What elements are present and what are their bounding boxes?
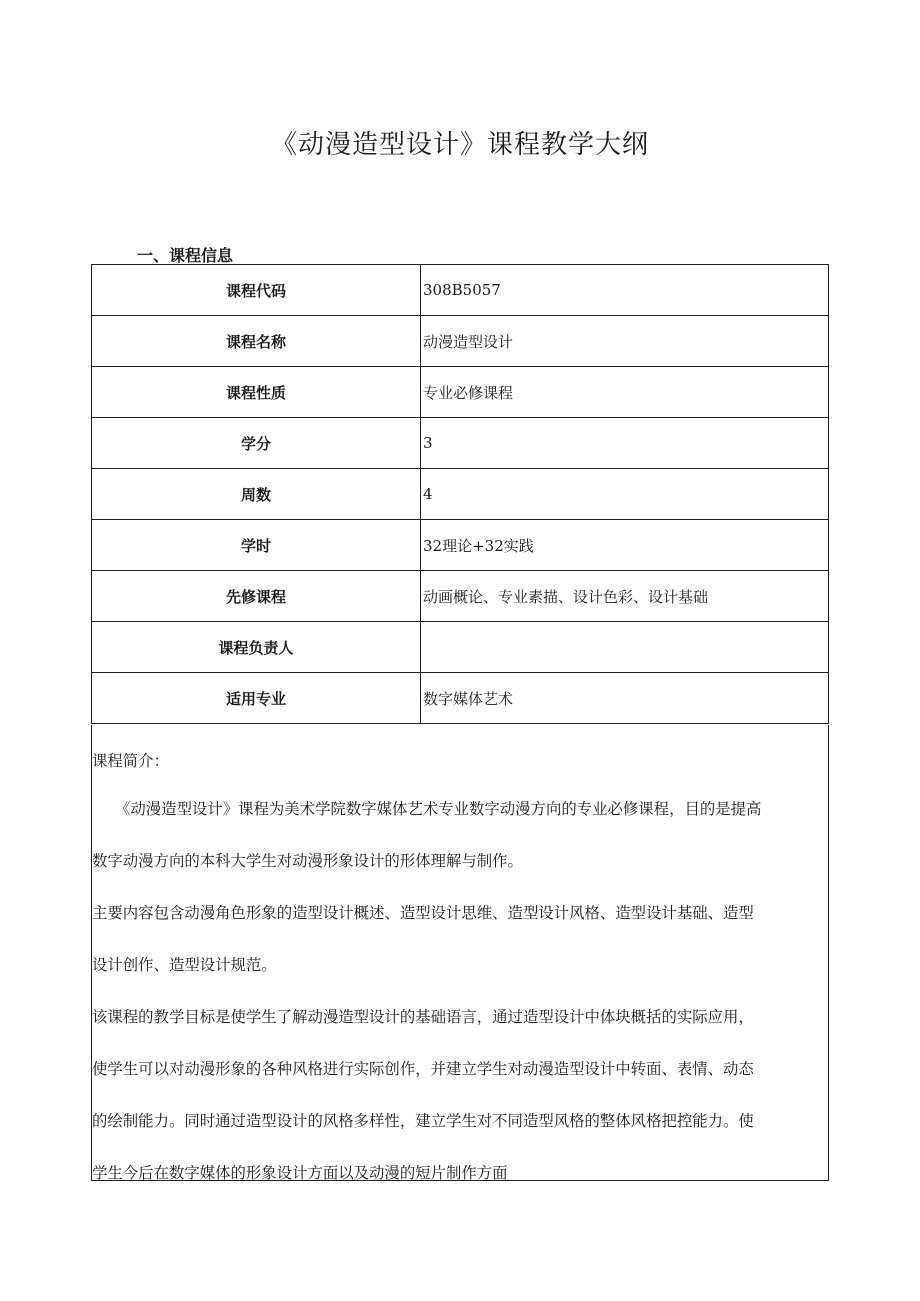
table-row-weeks (92, 469, 829, 520)
intro-line: 设计创作、造型设计规范。 (92, 956, 277, 974)
table-row-course-name (92, 316, 829, 367)
prerequisites-value: 动画概论、专业素描、设计色彩、设计基础 (421, 571, 829, 622)
intro-line: 《动漫造型设计》课程为美术学院数字媒体艺术专业数字动漫方向的专业必修课程，目的是提高 (115, 800, 762, 818)
credits-label: 学分 (92, 418, 421, 469)
course-name-value: 动漫造型设计 (421, 316, 829, 367)
course-nature-value: 专业必修课程 (421, 367, 829, 418)
course-name-label: 课程名称 (92, 316, 421, 367)
hours-label: 学时 (92, 520, 421, 571)
course-code-label: 课程代码 (92, 265, 421, 316)
document-title: 《动漫造型设计》课程教学大纲 (270, 130, 649, 160)
intro-line: 数字动漫方向的本科大学生对动漫形象设计的形体理解与制作。 (92, 852, 523, 870)
weeks-value: 4 (421, 469, 829, 520)
section-heading-course-info: 一、课程信息 (137, 246, 234, 265)
course-intro-paragraphs (92, 783, 828, 1199)
course-info-table (91, 264, 829, 724)
prerequisites-label: 先修课程 (92, 571, 421, 622)
table-row-hours (92, 520, 829, 571)
intro-line: 主要内容包含动漫角色形象的造型设计概述、造型设计思维、造型设计风格、造型设计基础、造型 (92, 904, 754, 922)
table-row-course-nature (92, 367, 829, 418)
course-lead-value (421, 622, 829, 673)
intro-line: 该课程的教学目标是使学生了解动漫造型设计的基础语言，通过造型设计中体块概括的实际应用， (92, 1008, 754, 1026)
table-row-credits (92, 418, 829, 469)
intro-line: 使学生可以对动漫形象的各种风格进行实际创作，并建立学生对动漫造型设计中转面、表情、动态 (92, 1060, 754, 1078)
applicable-major-label: 适用专业 (92, 673, 421, 724)
course-code-value: 308B5057 (421, 265, 829, 316)
course-intro-label: 课程简介： (92, 752, 169, 770)
course-lead-label: 课程负责人 (92, 622, 421, 673)
table-row-prerequisites (92, 571, 829, 622)
course-nature-label: 课程性质 (92, 367, 421, 418)
weeks-label: 周数 (92, 469, 421, 520)
course-intro-text (92, 725, 828, 1182)
table-row-course-lead (92, 622, 829, 673)
course-intro-box (91, 725, 829, 1181)
table-row-applicable-major (92, 673, 829, 724)
credits-value: 3 (421, 418, 829, 469)
applicable-major-value: 数字媒体艺术 (421, 673, 829, 724)
intro-line: 学生今后在数字媒体的形象设计方面以及动漫的短片制作方面 (92, 1164, 508, 1182)
intro-line: 的绘制能力。同时通过造型设计的风格多样性，建立学生对不同造型风格的整体风格把控能力。使 (92, 1112, 754, 1130)
table-row-course-code (92, 265, 829, 316)
hours-value: 32理论+32实践 (421, 520, 829, 571)
